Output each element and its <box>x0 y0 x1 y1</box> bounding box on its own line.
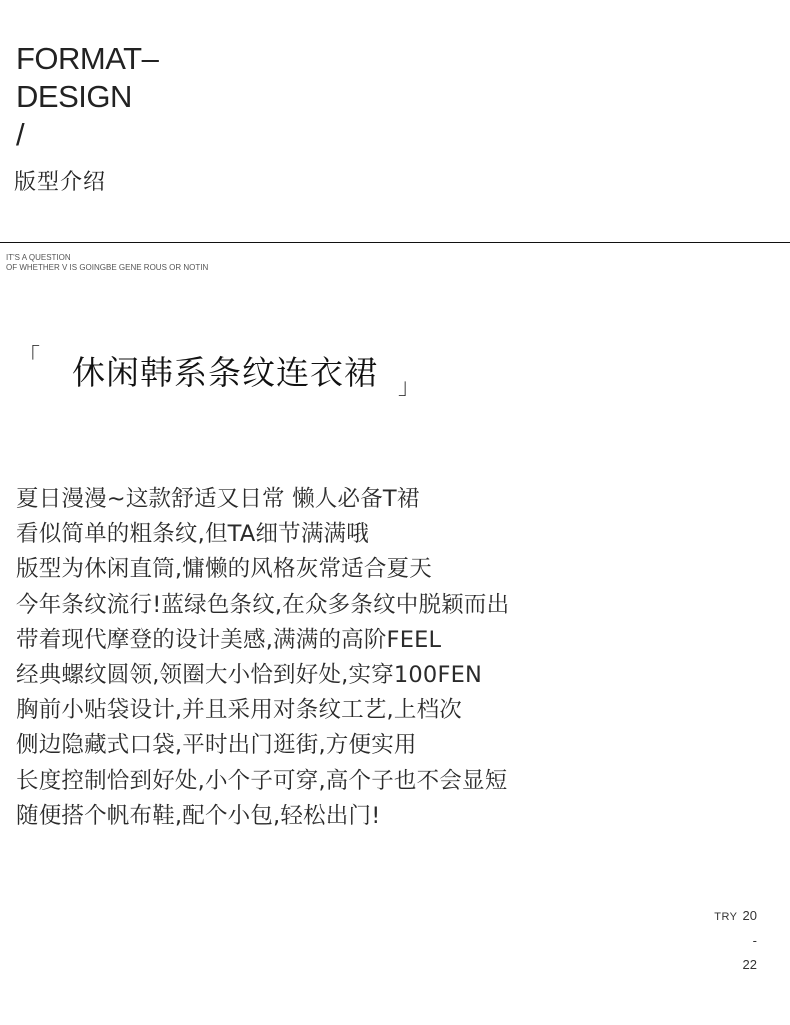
tagline-line-2: OF WHETHER V IS GOINGBE GENE ROUS OR NOTIN <box>6 263 209 272</box>
title-line-format: FORMAT– <box>16 41 159 76</box>
description-line: 版型为休闲直筒,慵懒的风格灰常适合夏天 <box>16 556 432 583</box>
footer-year-top: 20 <box>742 908 757 923</box>
title-line-design: DESIGN <box>16 79 132 114</box>
description-line: 今年条纹流行!蓝绿色条纹,在众多条纹中脱颖而出 <box>16 591 510 618</box>
footer-prefix: TRY <box>714 911 738 923</box>
description-line: 侧边隐藏式口袋,平时出门逛街,方便实用 <box>16 732 417 759</box>
open-bracket: 「 <box>18 345 41 370</box>
description-list <box>16 482 509 834</box>
footer-year-mark <box>714 904 757 977</box>
description-line: 夏日漫漫~这款舒适又日常 懒人必备T裙 <box>16 486 420 512</box>
close-bracket: 」 <box>398 375 421 400</box>
description-line: 长度控制恰到好处,小个子可穿,高个子也不会显短 <box>16 767 508 794</box>
description-line: 带着现代摩登的设计美感,满满的高阶FEEL <box>16 626 442 653</box>
title-line-slash: / <box>16 117 25 152</box>
description-line: 随便搭个帆布鞋,配个小包,轻松出门! <box>16 802 381 829</box>
footer-dash: - <box>752 933 757 948</box>
description-line: 胸前小贴袋设计,并且采用对条纹工艺,上档次 <box>16 697 463 724</box>
product-title: 休闲韩系条纹连衣裙 <box>72 353 378 392</box>
footer-year-bottom: 22 <box>742 957 757 972</box>
page-title <box>16 40 158 154</box>
footer-row-top <box>714 904 757 929</box>
description-line: 看似简单的粗条纹,但TA细节满满哦 <box>16 521 369 548</box>
page-subtitle: 版型介绍 <box>14 170 107 195</box>
description-line: 经典螺纹圆领,领圈大小恰到好处,实穿100FEN <box>16 662 483 689</box>
tagline <box>6 253 208 273</box>
divider-line <box>0 242 790 243</box>
tagline-line-1: IT'S A QUESTION <box>6 253 71 262</box>
